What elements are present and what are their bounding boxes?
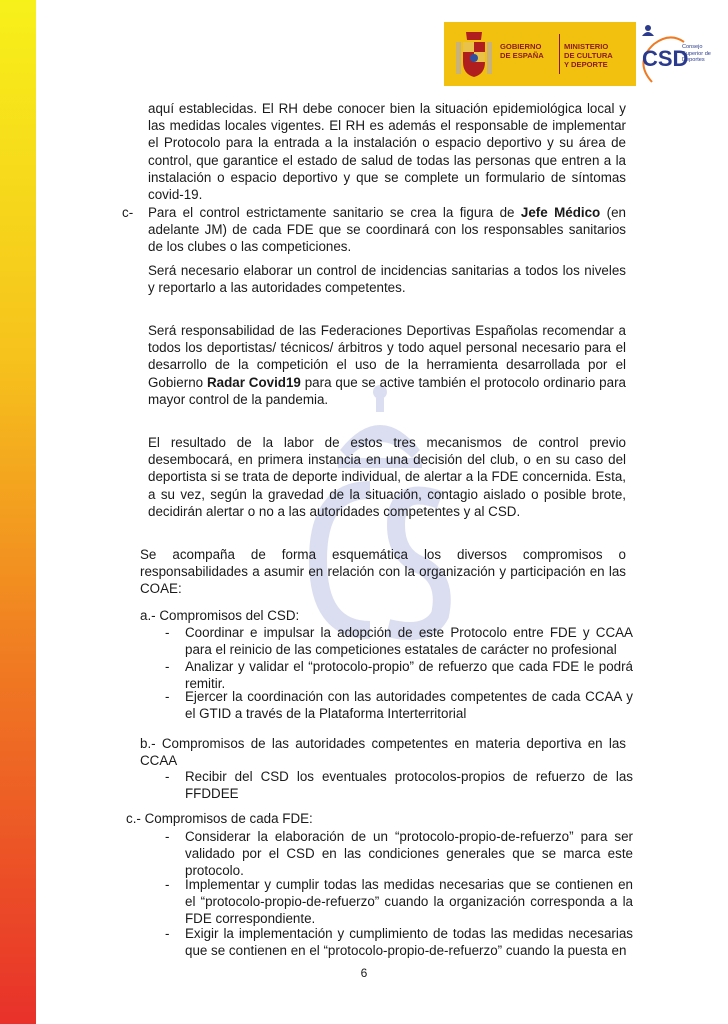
csd-caption-line-3: Deportes xyxy=(682,57,705,64)
bullet-dash: - xyxy=(165,829,170,844)
jefe-medico-text-post: (en adelante JM) de cada FDE que se coordinará con los responsables sanitarios de los clubes o las competiciones. xyxy=(148,205,627,255)
c-item-3: Exigir la implementación y cumplimiento de todas las medidas necesarias que se contienen en el “protocolo-propio-de-refuerzo” cuando la puesta en xyxy=(185,926,633,959)
bullet-dash: - xyxy=(165,877,170,892)
bullet-dash: - xyxy=(165,926,170,941)
section-c-heading: c.- Compromisos de cada FDE: xyxy=(126,811,313,826)
paragraph-jefe-medico xyxy=(148,204,626,256)
gov-line-2: DE ESPAÑA xyxy=(500,51,544,60)
radar-text-post: para que se active también el protocolo ordinario para mayor control de la pandemia. xyxy=(148,374,626,407)
section-b-heading: b.- Compromisos de las autoridades competentes en materia deportiva en las CCAA xyxy=(140,736,626,769)
paragraph-rh: aquí establecidas. El RH debe conocer bien la situación epidemiológica local y las medidas locales vigentes. El RH es además el responsable de implementar el Protocolo para la entrada a la instalación o espacio deportivo y su área de control, que garantice el estado de salud de todas las personas que entren a la instalación o espacio deportivo y que se complete un formulario de síntomas covid-19. xyxy=(148,101,626,203)
gov-line-1: GOBIERNO xyxy=(500,42,542,51)
csd-mark: CSD xyxy=(642,46,689,71)
bullet-dash: - xyxy=(165,625,170,640)
csd-caption-line-2: Superior de xyxy=(682,50,711,57)
ministry-line-3: Y DEPORTE xyxy=(564,60,608,69)
paragraph-radar-covid xyxy=(148,322,626,408)
bullet-dash: - xyxy=(165,769,170,784)
c-item-2: Implementar y cumplir todas las medidas necesarias que se contienen en el “protocolo-propio-de-refuerzo” cuando la organización corresponda a la FDE correspondiente. xyxy=(185,877,633,927)
paragraph-resultado: El resultado de la labor de estos tres mecanismos de control previo desembocará, en primera instancia en una decisión del club, o en su caso del deportista si se trata de deporte individual, de alertar a la FDE concernida. Esta, a su vez, según la gravedad de la situación, contagio aislado o posible brote, decidirán alertar o no a las autoridades competentes y al CSD. xyxy=(148,435,626,519)
a-item-2: Analizar y validar el “protocolo-propio” de refuerzo que cada FDE le podrá remitir. xyxy=(185,659,633,692)
bullet-dash: - xyxy=(165,659,170,674)
paragraph-esquema: Se acompaña de forma esquemática los diversos compromisos o responsabilidades a asumir en relación con la organización y participación en las COAE: xyxy=(140,547,626,597)
section-a-heading: a.- Compromisos del CSD: xyxy=(140,608,300,623)
ministry-line-2: DE CULTURA xyxy=(564,51,613,60)
ministry-line-1: MINISTERIO xyxy=(564,42,609,51)
list-marker-c: c- xyxy=(122,205,134,220)
a-item-3: Ejercer la coordinación con las autoridades competentes de cada CCAA y el GTID a través de la Plataforma Interterritorial xyxy=(185,689,633,722)
radar-text-pre: Será responsabilidad de las Federaciones Deportivas Españolas recomendar a todos los deportistas/ técnicos/ árbitros y todo aquel personal necesario para el desarrollo de la competición el uso de la herramienta desarrollada por el Gobierno xyxy=(148,323,626,390)
bullet-dash: - xyxy=(165,689,170,704)
b-item-1: Recibir del CSD los eventuales protocolos-propios de refuerzo de las FFDDEE xyxy=(185,769,633,802)
jefe-medico-text-pre: Para el control estrictamente sanitario se crea la figura de xyxy=(148,205,521,220)
c-item-1: Considerar la elaboración de un “protocolo-propio-de-refuerzo” para ser validado por el CSD en las condiciones generales que se marca este protocolo. xyxy=(185,829,633,879)
jefe-medico-bold: Jefe Médico xyxy=(520,205,601,220)
page-number: 6 xyxy=(360,966,368,980)
paragraph-incidencias: Será necesario elaborar un control de incidencias sanitarias a todos los niveles y reportarlo a las autoridades competentes. xyxy=(148,263,626,296)
csd-caption-line-1: Consejo xyxy=(682,44,703,50)
radar-covid-bold: Radar Covid19 xyxy=(206,374,301,390)
a-item-1: Coordinar e impulsar la adopción de este Protocolo entre FDE y CCAA para el reinicio de las competiciones estatales de carácter no profesional xyxy=(185,625,633,658)
